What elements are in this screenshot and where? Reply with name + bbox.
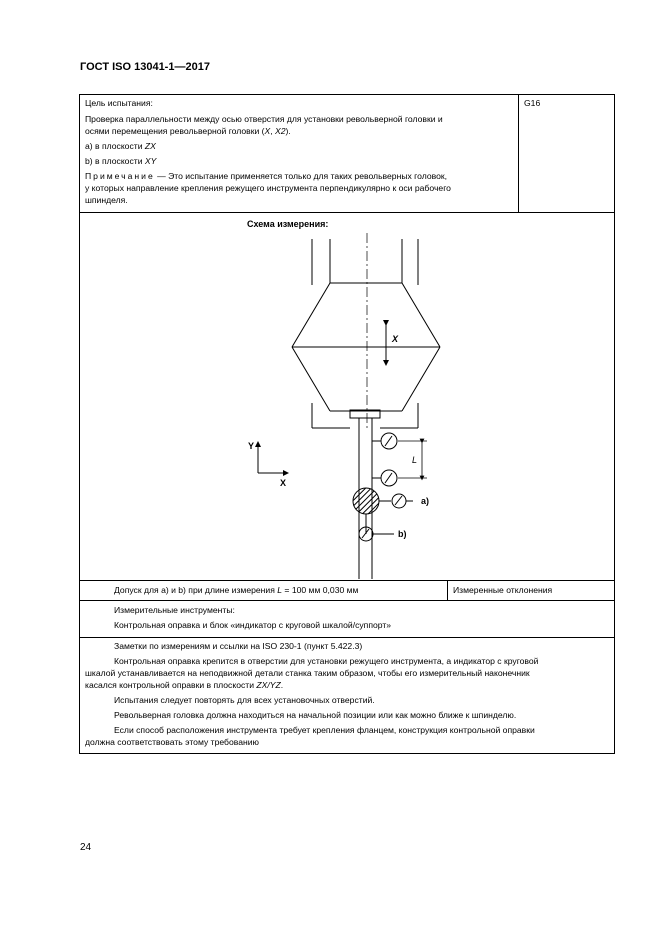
variant-a-label: a) — [421, 496, 430, 506]
dial-indicator-lower — [372, 470, 397, 486]
document-header-title: ГОСТ ISO 13041-1—2017 — [80, 61, 210, 73]
notes-p4-line2: должна соответствовать этому требованию — [85, 737, 259, 747]
tolerance-text: Допуск для а) и b) при длине измерения L = 100 мм 0,030 мм — [114, 585, 359, 595]
dial-indicator-a — [379, 494, 413, 508]
note-line2: у которых направление крепления режущего инструмента перпендикулярно к оси рабочего — [85, 183, 451, 193]
turret-head — [292, 239, 440, 428]
measurement-diagram — [80, 213, 614, 579]
notes-p3: Револьверная головка должна находиться на начальной позиции или как можно ближе к шпинделю. — [114, 710, 517, 720]
coordinate-axes — [258, 444, 286, 473]
diagram-row-divider — [80, 580, 614, 581]
notes-p4-line1: Если способ расположения инструмента требует крепления фланцем, конструкция контрольной оправки — [114, 725, 535, 735]
test-sheet-table — [79, 94, 615, 754]
notes-title: Заметки по измерениям и ссылки на ISO 230-1 (пункт 5.422.3) — [114, 641, 363, 651]
x-motion-label: X — [392, 334, 399, 344]
note-line3: шпинделя. — [85, 195, 128, 205]
notes-p1-line2: шкалой устанавливается на неподвижной детали станка таким образом, чтобы его измерительный наконечник — [85, 668, 530, 678]
code-column-divider — [518, 95, 519, 212]
instruments-label: Измерительные инструменты: — [114, 605, 235, 615]
objective-label: Цель испытания: — [85, 98, 153, 108]
length-label: L — [412, 455, 418, 465]
dial-indicator-b — [359, 527, 394, 541]
instruments-value: Контрольная оправка и блок «индикатор с круговой шкалой/суппорт» — [114, 620, 392, 630]
tolerance-column-divider — [447, 580, 448, 600]
notes-p1-line3: касался контрольной оправки в плоскости ZX/YZ. — [85, 680, 284, 690]
plane-b-item: b) в плоскости XY — [85, 156, 157, 166]
note-line1: Примечание — Это испытание применяется только для таких револьверных головок, — [85, 171, 447, 181]
objective-description-line1: Проверка параллельности между осью отверстия для установки револьверной головки и — [85, 114, 443, 124]
dial-indicator-upper — [372, 433, 397, 449]
notes-p2: Испытания следует повторять для всех установочных отверстий. — [114, 695, 375, 705]
diagram-title: Схема измерения: — [247, 219, 329, 229]
instruments-row-divider — [80, 637, 614, 638]
measured-deviations-label: Измеренные отклонения — [453, 585, 553, 595]
y-axis-label: Y — [248, 441, 255, 451]
objective-description-line2: осями перемещения револьверной головки (X, X2). — [85, 126, 291, 136]
variant-b-label: b) — [398, 529, 407, 539]
tolerance-row-divider — [80, 600, 614, 601]
test-code: G16 — [524, 98, 541, 108]
x-axis-label: X — [280, 478, 287, 488]
page-number: 24 — [80, 842, 92, 853]
notes-p1-line1: Контрольная оправка крепится в отверстии для установки режущего инструмента, а индикатор с круговой — [114, 656, 539, 666]
plane-a-item: а) в плоскости ZX — [85, 141, 156, 151]
